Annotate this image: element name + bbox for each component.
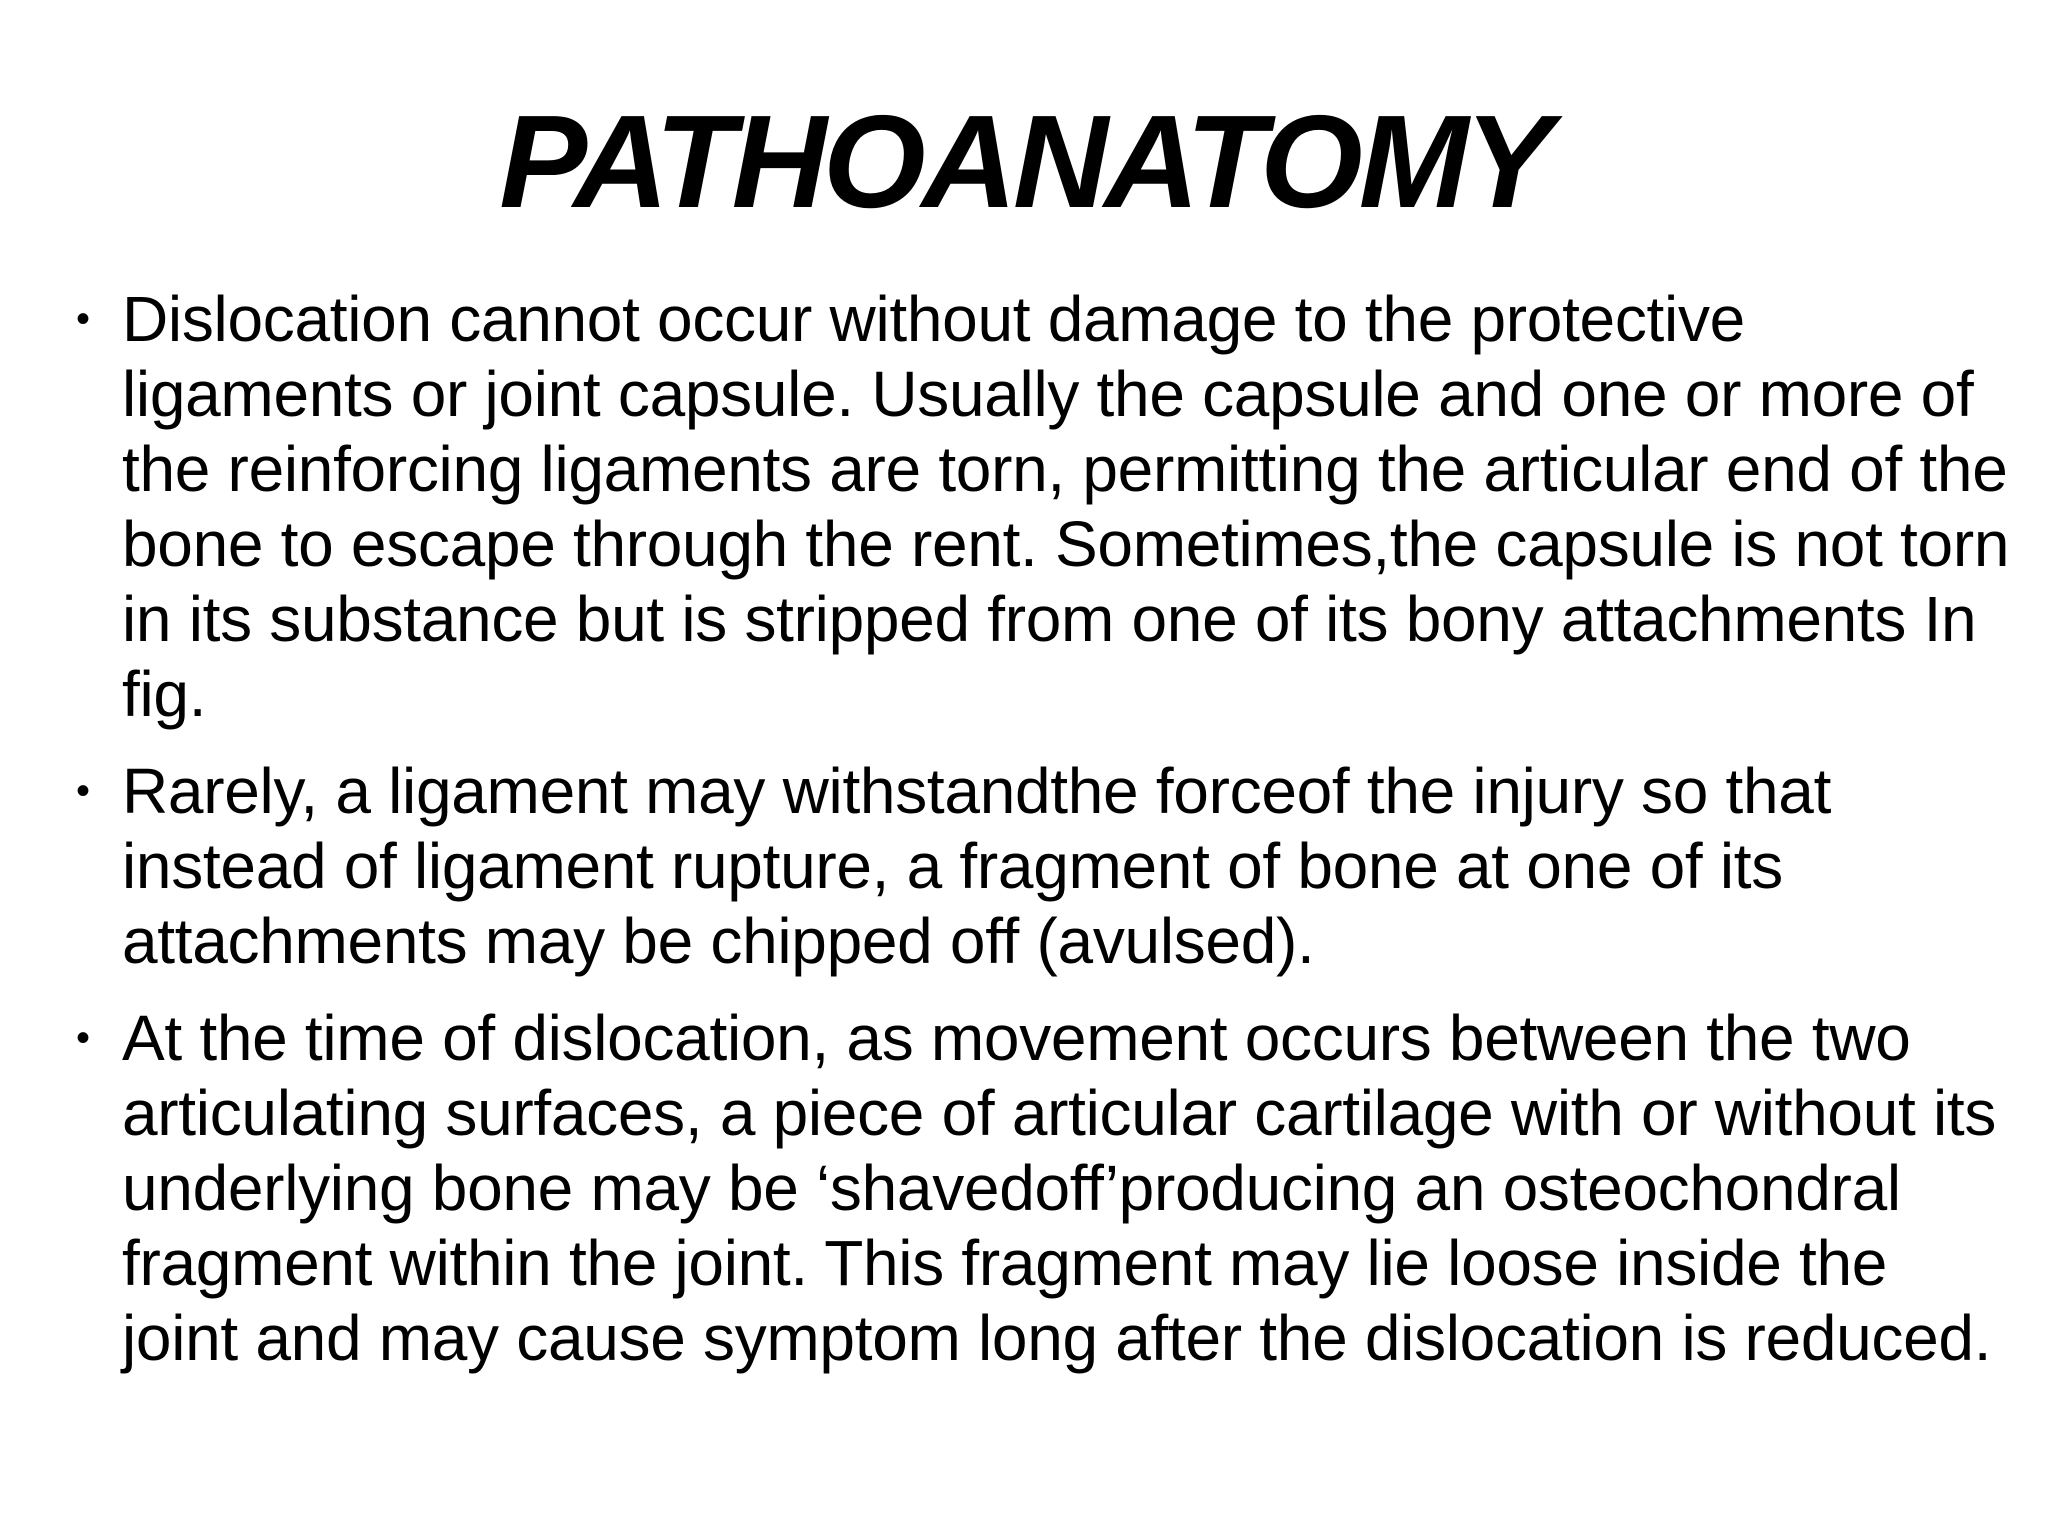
bullet-item [70,282,2010,732]
bullet-text: Rarely, a ligament may withstandthe forceof the injury so that instead of ligament rupture, a fragment of bone at one of its attachments may be chipped off (avulsed). [122,755,1832,977]
bullet-list [70,282,2010,1398]
slide-title: PATHOANATOMY [499,88,1549,235]
bullet-item [70,1001,2010,1376]
bullet-icon: • [76,1016,90,1060]
bullet-text: Dislocation cannot occur without damage to the protective ligaments or joint capsule. Usually the capsule and one or more of the reinforcing ligaments are torn, permitting the articular end of the bone to escape through the rent. Sometimes,the capsule is not torn in its substance but is stripped from one of its bony attachments In fig. [122,283,2010,730]
bullet-item [70,754,2010,979]
bullet-text: At the time of dislocation, as movement occurs between the two articulating surfaces, a piece of articular cartilage with or without its underlying bone may be ‘shavedoff’producing an osteochondral fragment within the joint. This fragment may lie loose inside the joint and may cause symptom long after the dislocation is reduced. [122,1002,1997,1374]
bullet-icon: • [76,769,90,813]
bullet-icon: • [76,297,90,341]
